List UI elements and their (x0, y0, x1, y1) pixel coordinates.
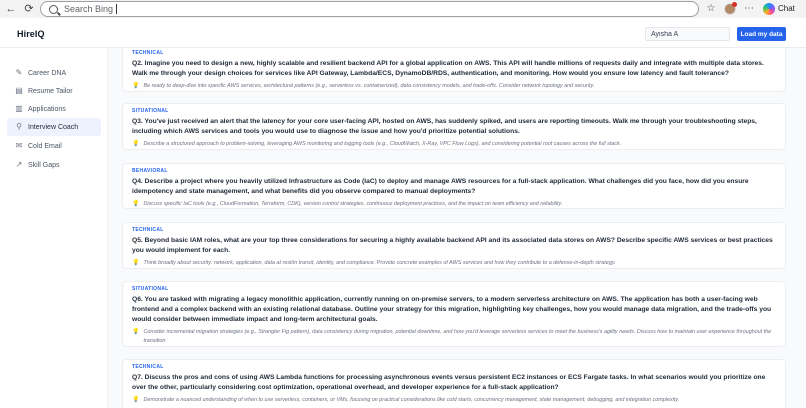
question-card (122, 222, 786, 269)
category-badge: SITUATIONAL (132, 286, 169, 292)
interview-questions-panel (108, 48, 806, 408)
question-text: Q4. Describe a project where you heavily utilized Infrastructure as Code (IaC) to deploy and manage AWS resources for a full-stack application. What challenges did you face, how did you ensure idempotency and state management, and what benefits did you observe compared to manual deployments? (132, 178, 749, 195)
question-card (122, 103, 786, 150)
sidebar-item-resume-tailor[interactable] (7, 82, 101, 100)
sidebar-item-label: Resume Tailor (28, 87, 73, 95)
sidebar-item-career-dna[interactable] (7, 64, 101, 82)
question-text: Q6. You are tasked with migrating a legacy monolithic application, currently running on on-premise servers, to a modern serverless architecture on AWS. The application has both a user-facing web frontend and a complex backend with an existing relational database. Outline your strategy for this migration, highlighting key challenges, how you would manage data migration, and the trade-offs you would consider between immediate impact and long-term architectural goals. (132, 296, 772, 323)
tip-text: Consider incremental migration strategies (e.g., Strangler Fig pattern), data consistency during migration, potential downtime, and how you'd leverage serverless services to meet the business's agility needs. Discuss how to maintain user experience throughout the transition. (143, 329, 772, 344)
question-text: Q7. Discuss the pros and cons of using AWS Lambda functions for processing asynchronous events versus persistent EC2 instances or ECS Fargate tasks. In what scenarios would you prioritize one over the other, particularly considering cost optimization, operational overhead, and developer experience for a full-stack application? (132, 374, 766, 391)
sidebar (0, 48, 108, 408)
tip-row (132, 140, 776, 149)
tip-row (132, 82, 776, 91)
tip-text: Describe a structured approach to problem-solving, leveraging AWS monitoring and logging tools (e.g., CloudWatch, X-Ray, VPC Flow Logs), and considering potential root causes across the full stack. (143, 141, 622, 147)
address-placeholder: Search Bing (64, 4, 114, 14)
category-badge: TECHNICAL (132, 364, 164, 370)
notification-dot-icon (732, 2, 737, 7)
app-header (0, 18, 806, 48)
user-name-input[interactable] (645, 27, 730, 41)
tip-row (132, 328, 776, 345)
question-text: Q5. Beyond basic IAM roles, what are your top three considerations for securing a highly available backend API and its associated data stores on AWS? Describe specific AWS services or best practices you would implement for each. (132, 237, 773, 254)
tip-text: Discuss specific IaC tools (e.g., CloudFormation, Terraform, CDK), version control strategies, continuous deployment practices, and the impact on team efficiency and reliability. (143, 201, 563, 207)
favorites-star-icon[interactable]: ☆ (706, 3, 716, 14)
tip-row (132, 259, 776, 268)
sidebar-item-label: Career DNA (28, 69, 67, 77)
dna-icon: ✎ (15, 68, 23, 77)
sidebar-item-label: Skill Gaps (28, 161, 60, 169)
question-card (122, 48, 786, 92)
lightbulb-icon: 💡 (132, 260, 140, 266)
browser-toolbar (0, 0, 806, 18)
address-bar[interactable] (40, 1, 699, 17)
tip-text: Think broadly about security: network, application, data at rest/in transit, identity, and compliance. Provide concrete examples of AWS services and how they contribute to a defense-in-depth strategy. (143, 260, 616, 266)
category-badge: TECHNICAL (132, 50, 164, 56)
load-data-button[interactable]: Load my data (737, 27, 786, 41)
microphone-icon: ⚲ (16, 122, 22, 131)
category-badge: SITUATIONAL (132, 108, 169, 114)
email-icon: ✉ (15, 141, 23, 150)
lightbulb-icon: 💡 (132, 329, 140, 335)
sidebar-item-cold-email[interactable] (7, 137, 101, 155)
category-badge: TECHNICAL (132, 227, 164, 233)
lightbulb-icon: 💡 (132, 83, 140, 89)
more-options-icon[interactable]: ⋯ (744, 3, 754, 14)
lightbulb-icon: 💡 (132, 141, 140, 147)
sidebar-item-label: Cold Email (28, 142, 62, 150)
tip-row (132, 396, 776, 405)
tip-row (132, 200, 776, 209)
chart-icon: ▥ (15, 104, 23, 113)
text-caret (116, 4, 117, 14)
copilot-icon[interactable] (763, 3, 775, 15)
question-card (122, 281, 786, 347)
document-icon: ▤ (15, 86, 23, 95)
lightbulb-icon: 💡 (132, 201, 140, 207)
trend-icon: ↗ (15, 160, 23, 169)
question-card (122, 359, 786, 408)
back-arrow-icon[interactable]: ← (5, 3, 17, 15)
question-text: Q2. Imagine you need to design a new, highly scalable and resilient backend API for a global application on AWS. This API will handle millions of requests daily and integrate with multiple data stores. Walk me through your design choices for services like API Gateway, Lambda/ECS, DynamoDB/RDS, authentication, and monitoring. How would you ensure low latency and fault tolerance? (132, 60, 764, 77)
search-icon (49, 5, 58, 14)
refresh-icon[interactable]: ⟳ (24, 3, 34, 15)
tip-text: Demonstrate a nuanced understanding of when to use serverless, containers, or VMs, focusing on practical considerations like cold starts, concurrency management, state management, debugging, and integration complexity. (143, 397, 680, 403)
question-card (122, 163, 786, 209)
chat-button-label[interactable]: Chat (778, 4, 795, 13)
app-logo[interactable]: HireIQ (17, 29, 45, 39)
sidebar-item-skill-gaps[interactable] (7, 156, 101, 174)
tip-text: Be ready to deep-dive into specific AWS services, architectural patterns (e.g., serverless vs. containerized), data consistency models, and trade-offs. Consider network topology and security. (143, 83, 595, 89)
sidebar-item-interview-coach[interactable] (7, 118, 101, 136)
sidebar-item-applications[interactable] (7, 100, 101, 118)
lightbulb-icon: 💡 (132, 397, 140, 403)
category-badge: BEHAVIORAL (132, 168, 168, 174)
sidebar-item-label: Applications (28, 105, 66, 113)
sidebar-item-label: Interview Coach (28, 123, 79, 131)
question-text: Q3. You've just received an alert that the latency for your core user-facing API, hosted on AWS, has suddenly spiked, and users are reporting timeouts. Walk me through your troubleshooting steps, including which AWS services and tools you would use to diagnose the issue and how you'd prioritize potential solutions. (132, 118, 757, 135)
